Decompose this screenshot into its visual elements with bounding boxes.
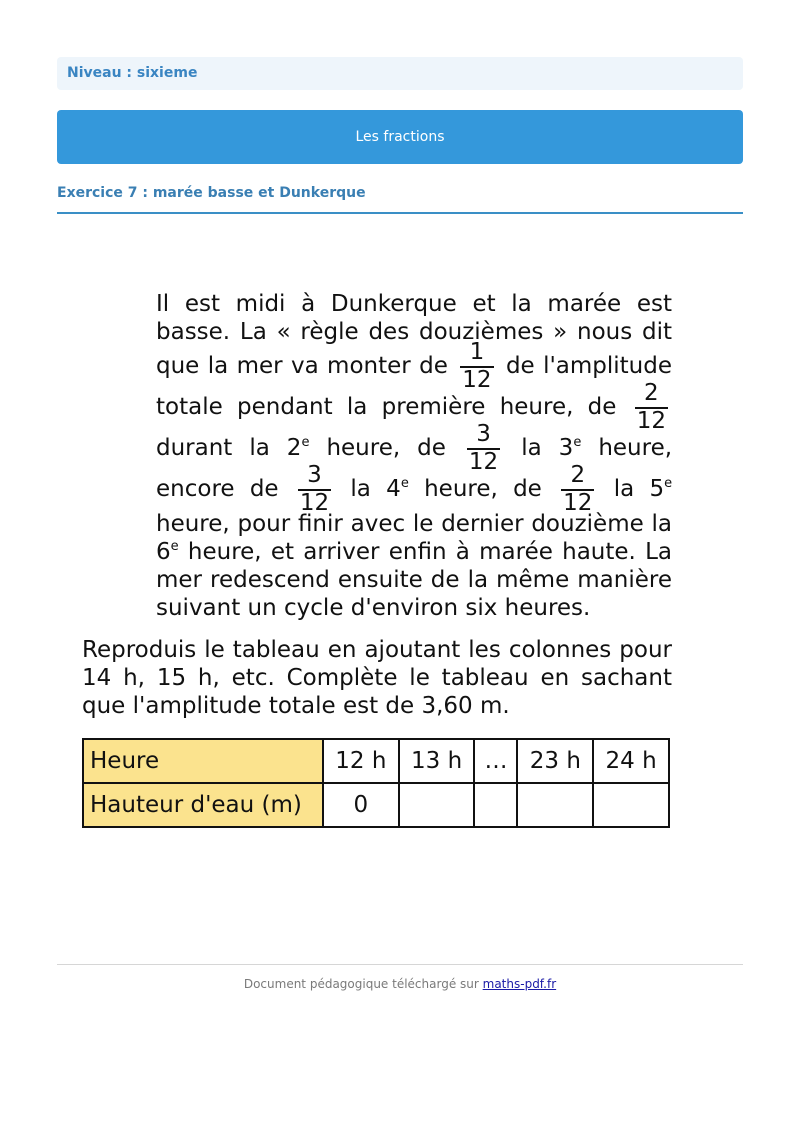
denominator: 12 [299,490,330,516]
text-segment: heure, de [326,435,446,461]
denominator: 12 [462,367,492,393]
numerator: 3 [307,462,322,488]
exercise-paragraph-2: Reproduis le tableau en ajoutant les colonnes pour 14 h, 15 h, etc. Complète le tableau en sachant que l'amplitude totale est de 3,60 m. [82,637,672,719]
text-segment: heure, encore de [156,435,673,502]
numerator: 3 [476,421,491,447]
footer-divider [57,964,743,965]
table-cell: 24 h [593,739,669,783]
numerator: 1 [469,339,485,365]
row-header-hour: Heure [83,739,323,783]
table-row [83,783,669,827]
text-segment: heure, et arriver enfin à marée haute. La mer redescend ensuite de la même manière suivant un cycle d'environ six heures. [156,539,672,621]
text-segment: la 3 [521,435,574,461]
table-cell: 13 h [399,739,475,783]
table-cell: 23 h [517,739,593,783]
table-cell: 0 [323,783,399,827]
denominator: 12 [636,408,666,434]
fraction-2-12 [631,381,672,434]
exercise-paragraph-1 [82,290,672,622]
text-segment: durant la 2 [156,435,302,461]
footer-link[interactable]: maths-pdf.fr [482,977,557,991]
text-segment: la 5 [613,476,665,502]
text-segment: heure, de [424,476,542,502]
table-cell: … [474,739,517,783]
row-header-water-height: Hauteur d'eau (m) [83,783,323,827]
level-label: Niveau : sixieme [57,57,743,90]
fraction-3-12-b [294,463,335,516]
table-cell [399,783,475,827]
ordinal-suffix: e [664,476,673,491]
tide-table [82,738,670,828]
text-segment: Il est midi à Dunkerque et la marée est basse. La « règle des douzièmes » nous dit que la mer va monter de [156,291,672,379]
footer-text: Document pédagogique téléchargé sur [243,977,483,991]
table-cell [474,783,517,827]
text-segment: de l'amplitude totale pendant la première heure, de [156,353,673,420]
ordinal-suffix: e [170,539,179,554]
fraction-2-12-b [557,463,598,516]
text-segment: heure, pour finir avec le dernier douzième la 6 [156,511,672,565]
footer [57,977,743,991]
ordinal-suffix: e [400,476,409,491]
numerator: 2 [644,380,659,406]
chapter-banner: Les fractions [57,110,743,164]
exercise-title: Exercice 7 : marée basse et Dunkerque [57,185,743,214]
ordinal-suffix: e [573,435,582,450]
table-row [83,739,669,783]
fraction-1-12 [456,340,497,393]
exercise-content [82,290,672,828]
text-segment: la 4 [350,476,401,502]
denominator: 12 [468,449,499,475]
denominator: 12 [563,490,593,516]
table-cell [517,783,593,827]
fraction-3-12 [463,422,504,475]
ordinal-suffix: e [301,435,310,450]
table-cell [593,783,669,827]
numerator: 2 [570,462,586,488]
table-cell: 12 h [323,739,399,783]
